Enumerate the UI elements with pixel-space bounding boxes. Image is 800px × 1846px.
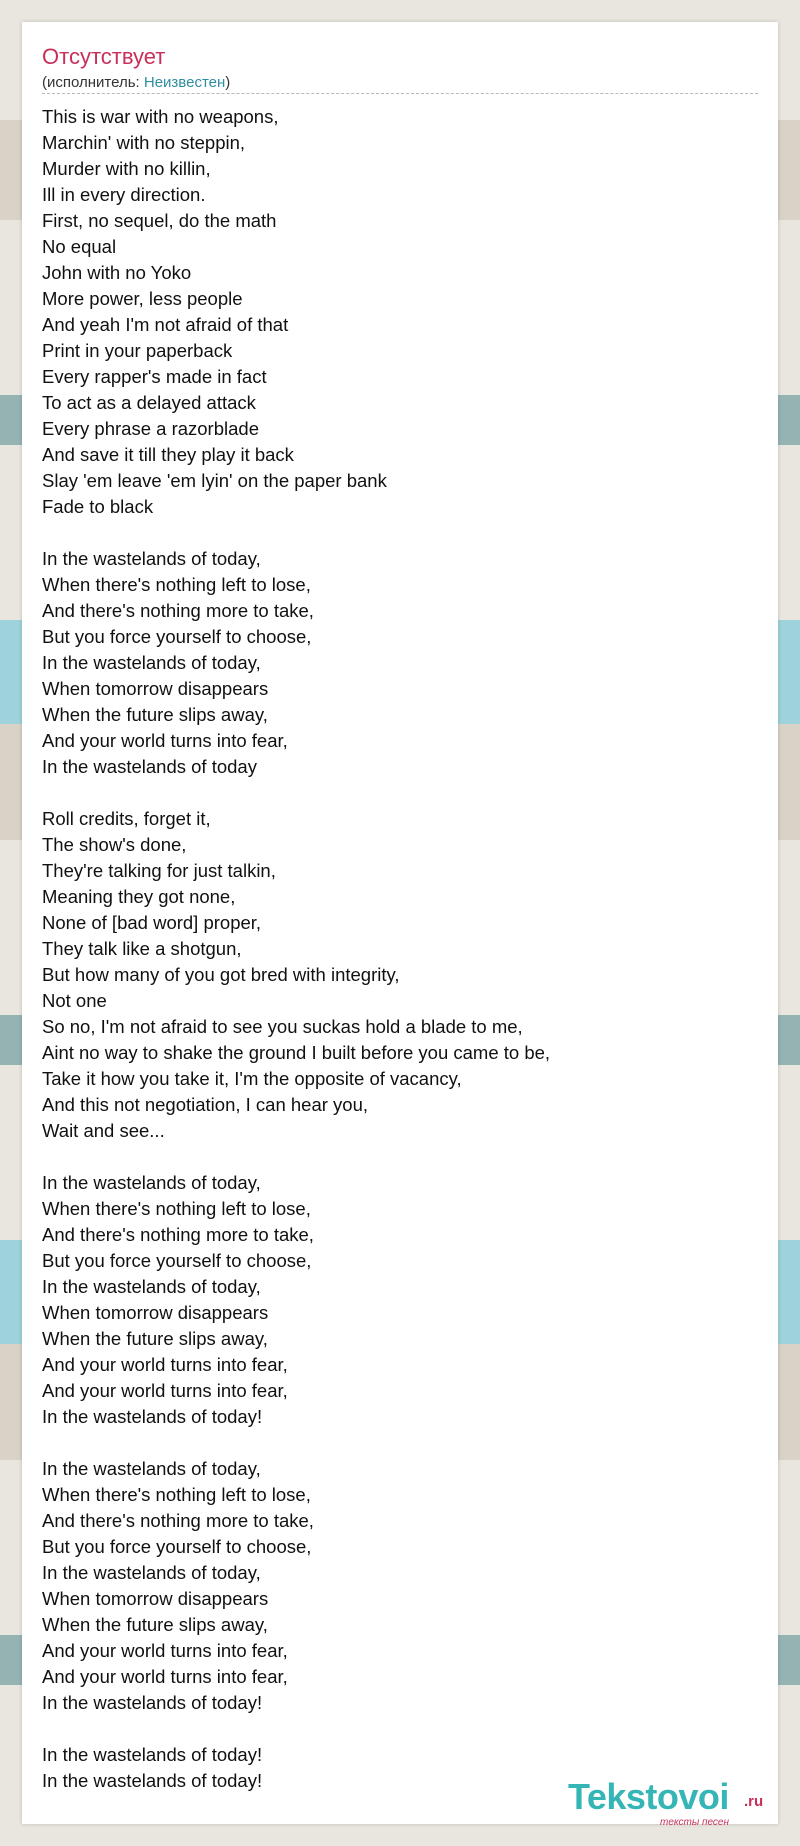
lyrics-text bbox=[42, 104, 550, 1794]
artist-prefix: (исполнитель: bbox=[42, 74, 144, 91]
lyric-line: In the wastelands of today, bbox=[42, 652, 261, 673]
song-title: Отсутствует bbox=[42, 44, 166, 69]
lyric-line: And there's nothing more to take, bbox=[42, 600, 314, 621]
lyric-line: In the wastelands of today, bbox=[42, 1172, 261, 1193]
lyric-line: And save it till they play it back bbox=[42, 444, 294, 465]
lyric-line: Print in your paperback bbox=[42, 340, 233, 361]
lyric-line: When there's nothing left to lose, bbox=[42, 574, 311, 595]
lyric-line: In the wastelands of today! bbox=[42, 1692, 263, 1713]
lyric-line: They talk like a shotgun, bbox=[42, 938, 242, 959]
lyric-line bbox=[42, 520, 550, 546]
lyric-line: Slay 'em leave 'em lyin' on the paper bank bbox=[42, 470, 387, 491]
lyric-line: When there's nothing left to lose, bbox=[42, 1484, 311, 1505]
lyric-line: Wait and see... bbox=[42, 1120, 165, 1141]
lyric-line bbox=[42, 1716, 550, 1742]
lyric-line bbox=[42, 780, 550, 806]
lyric-line: Meaning they got none, bbox=[42, 886, 236, 907]
lyric-line: And there's nothing more to take, bbox=[42, 1510, 314, 1531]
lyric-line bbox=[42, 1430, 550, 1456]
lyric-line: When tomorrow disappears bbox=[42, 1302, 269, 1323]
lyric-line: They're talking for just talkin, bbox=[42, 860, 276, 881]
lyric-line: In the wastelands of today! bbox=[42, 1406, 263, 1427]
artist-suffix: ) bbox=[225, 74, 231, 91]
lyric-line: In the wastelands of today, bbox=[42, 1458, 261, 1479]
lyric-line: When the future slips away, bbox=[42, 704, 268, 725]
lyric-line: In the wastelands of today! bbox=[42, 1744, 263, 1765]
lyric-line: The show's done, bbox=[42, 834, 187, 855]
lyric-line bbox=[42, 1144, 550, 1170]
logo-tagline: тексты песен bbox=[660, 1817, 729, 1828]
artist-link[interactable]: Неизвестен bbox=[143, 74, 226, 91]
lyric-line: No equal bbox=[42, 236, 117, 257]
lyric-line: But you force yourself to choose, bbox=[42, 626, 312, 647]
lyric-line: But you force yourself to choose, bbox=[42, 1250, 312, 1271]
lyric-line: And this not negotiation, I can hear you, bbox=[42, 1094, 369, 1115]
lyric-line: Murder with no killin, bbox=[42, 158, 211, 179]
title-divider bbox=[42, 93, 758, 94]
lyric-line: Roll credits, forget it, bbox=[42, 808, 211, 829]
lyric-line: In the wastelands of today, bbox=[42, 548, 261, 569]
lyric-line: More power, less people bbox=[42, 288, 243, 309]
lyric-line: In the wastelands of today bbox=[42, 756, 257, 777]
lyric-line: And there's nothing more to take, bbox=[42, 1224, 314, 1245]
lyric-line: And your world turns into fear, bbox=[42, 730, 288, 751]
lyric-line: So no, I'm not afraid to see you suckas hold a blade to me, bbox=[42, 1016, 523, 1037]
lyric-line: Not one bbox=[42, 990, 107, 1011]
lyric-line: First, no sequel, do the math bbox=[42, 210, 277, 231]
lyric-line: And your world turns into fear, bbox=[42, 1666, 288, 1687]
artist-line bbox=[42, 74, 230, 91]
site-logo[interactable] bbox=[568, 1776, 774, 1828]
lyric-line: And your world turns into fear, bbox=[42, 1640, 288, 1661]
lyric-line: And your world turns into fear, bbox=[42, 1380, 288, 1401]
lyric-line: But how many of you got bred with integrity, bbox=[42, 964, 400, 985]
lyric-line: Every rapper's made in fact bbox=[42, 366, 267, 387]
lyric-line: And yeah I'm not afraid of that bbox=[42, 314, 289, 335]
lyric-line: When tomorrow disappears bbox=[42, 678, 269, 699]
lyric-line: In the wastelands of today, bbox=[42, 1562, 261, 1583]
lyric-line: But you force yourself to choose, bbox=[42, 1536, 312, 1557]
lyric-line: Take it how you take it, I'm the opposite of vacancy, bbox=[42, 1068, 462, 1089]
lyric-line: To act as a delayed attack bbox=[42, 392, 256, 413]
lyric-line: Aint no way to shake the ground I built before you came to be, bbox=[42, 1042, 551, 1063]
lyric-line: When the future slips away, bbox=[42, 1614, 268, 1635]
lyric-line: When the future slips away, bbox=[42, 1328, 268, 1349]
lyric-line: John with no Yoko bbox=[42, 262, 192, 283]
lyric-line: Every phrase a razorblade bbox=[42, 418, 259, 439]
logo-tld: .ru bbox=[744, 1793, 764, 1810]
lyric-line: Ill in every direction. bbox=[42, 184, 206, 205]
lyric-line: In the wastelands of today, bbox=[42, 1276, 261, 1297]
logo-text: Tekstovoi bbox=[568, 1776, 729, 1817]
lyric-line: When there's nothing left to lose, bbox=[42, 1198, 311, 1219]
lyric-line: And your world turns into fear, bbox=[42, 1354, 288, 1375]
lyric-line: Marchin' with no steppin, bbox=[42, 132, 246, 153]
lyric-line: This is war with no weapons, bbox=[42, 106, 279, 127]
lyric-line: In the wastelands of today! bbox=[42, 1770, 263, 1791]
lyric-line: Fade to black bbox=[42, 496, 154, 517]
lyric-line: When tomorrow disappears bbox=[42, 1588, 269, 1609]
lyric-line: None of [bad word] proper, bbox=[42, 912, 262, 933]
